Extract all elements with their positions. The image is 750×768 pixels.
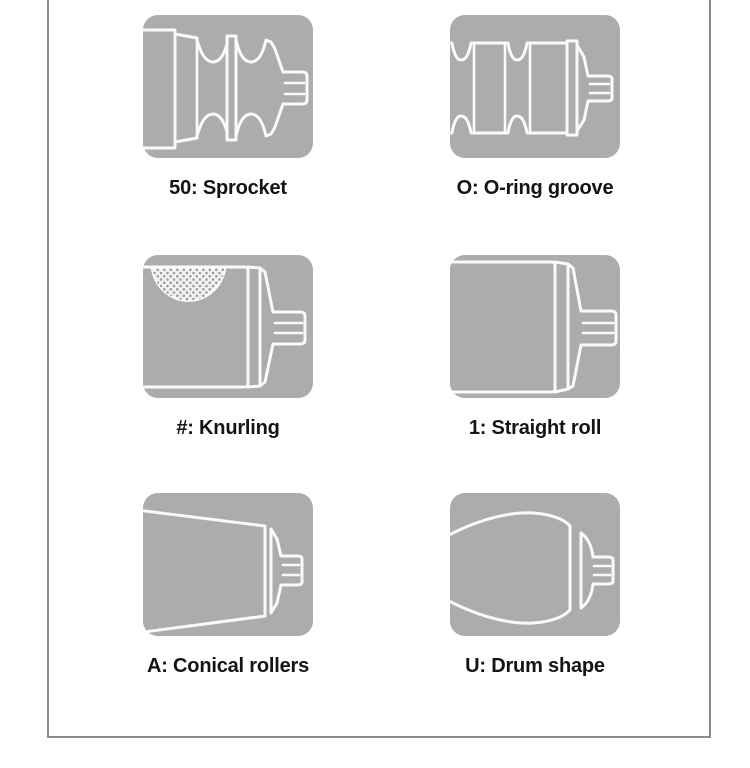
sprocket-roller-icon	[143, 15, 313, 158]
drum-shape-roller-icon	[450, 493, 620, 636]
roller-type-cell-drum-shape	[417, 493, 653, 678]
roller-type-cell-conical-rollers	[110, 493, 346, 678]
roller-type-label: 50: Sprocket	[169, 177, 287, 199]
roller-type-label: O: O-ring groove	[456, 177, 614, 199]
o-ring-groove-roller-icon	[450, 15, 620, 158]
conical-rollers-icon	[143, 493, 313, 636]
roller-type-cell-knurling	[110, 255, 346, 440]
roller-type-cell-straight-roll	[417, 255, 653, 440]
roller-type-label: 1: Straight roll	[468, 417, 602, 439]
roller-type-label: A: Conical rollers	[147, 655, 309, 677]
roller-type-cell-o-ring-groove	[417, 15, 653, 200]
roller-type-label: U: Drum shape	[465, 655, 605, 677]
roller-type-label: #: Knurling	[176, 417, 280, 439]
knurling-roller-icon	[143, 255, 313, 398]
straight-roll-roller-icon	[450, 255, 620, 398]
roller-type-cell-sprocket	[110, 15, 346, 200]
